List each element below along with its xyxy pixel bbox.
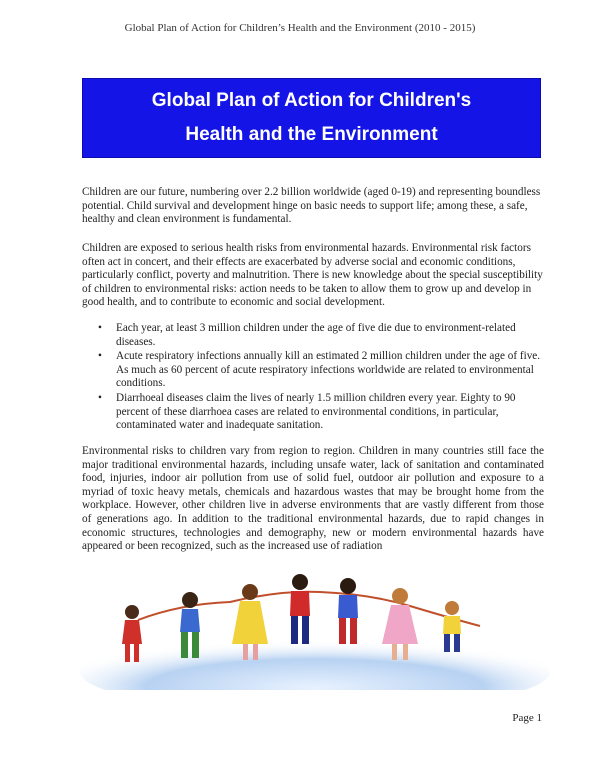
bullet-icon: • [98, 391, 102, 404]
running-header: Global Plan of Action for Children’s Health and the Environment (2010 - 2015) [124, 22, 476, 34]
title-line-2: Health and the Environment [185, 124, 438, 145]
intro-paragraph: Children are our future, numbering over 2.2 billion worldwide (aged 0-19) and representing boundless potential. Child survival and development hinge on basic needs to support life; among these, a safe, healthy and clean environment is fundamental. [82, 186, 541, 226]
page-number: Page 1 [512, 712, 542, 724]
bullet-icon: • [98, 350, 102, 363]
title-banner [82, 78, 541, 158]
globe-shape [80, 632, 550, 690]
list-item-text: Acute respiratory infections annually kill an estimated 2 million children under the age of five. As much as 60 percent of acute respiratory infections worldwide are related to environmental conditions. [116, 350, 541, 390]
children-illustration [80, 572, 550, 690]
regional-risks-paragraph: Environmental risks to children vary from region to region. Children in many countries still face the major traditional environmental hazards, including unsafe water, lack of sanitation and contaminated food, injuries, indoor air pollution from use of solid fuel, outdoor air pollution and exposure to a myriad of toxic heavy metals, chemicals and hazardous wastes that may be brought home from the workplace. However, other children live in adverse environments that are vastly different from those of generations ago. In addition to the traditional environmental hazards, due to rapid changes in economic structures, technologies and demography, new or modern environmental hazards have appeared or been recognized, such as the increased use of radiation [82, 445, 544, 553]
title-line-1: Global Plan of Action for Children's [151, 90, 472, 111]
list-item-text: Each year, at least 3 million children under the age of five die due to environment-related diseases. [116, 322, 516, 348]
bullet-icon: • [98, 322, 102, 334]
list-item [96, 322, 542, 349]
list-item-text: Diarrhoeal diseases claim the lives of nearly 1.5 million children every year. Eighty to 90 percent of these diarrhoea cases are related to environmental conditions, in particular, contaminated water and inadequate sanitation. [116, 391, 516, 432]
list-item [96, 350, 542, 391]
statistics-list [96, 322, 542, 434]
risks-paragraph: Children are exposed to serious health risks from environmental hazards. Environmental risk factors often act in concert, and their effects are exacerbated by adverse social and economic conditions, particularly conflict, poverty and malnutrition. There is new knowledge about the special susceptibility of children to environmental risks: action needs to be taken to allow them to grow up and develop in good health, and to contribute to economic and social development. [82, 242, 543, 309]
list-item [96, 392, 542, 433]
